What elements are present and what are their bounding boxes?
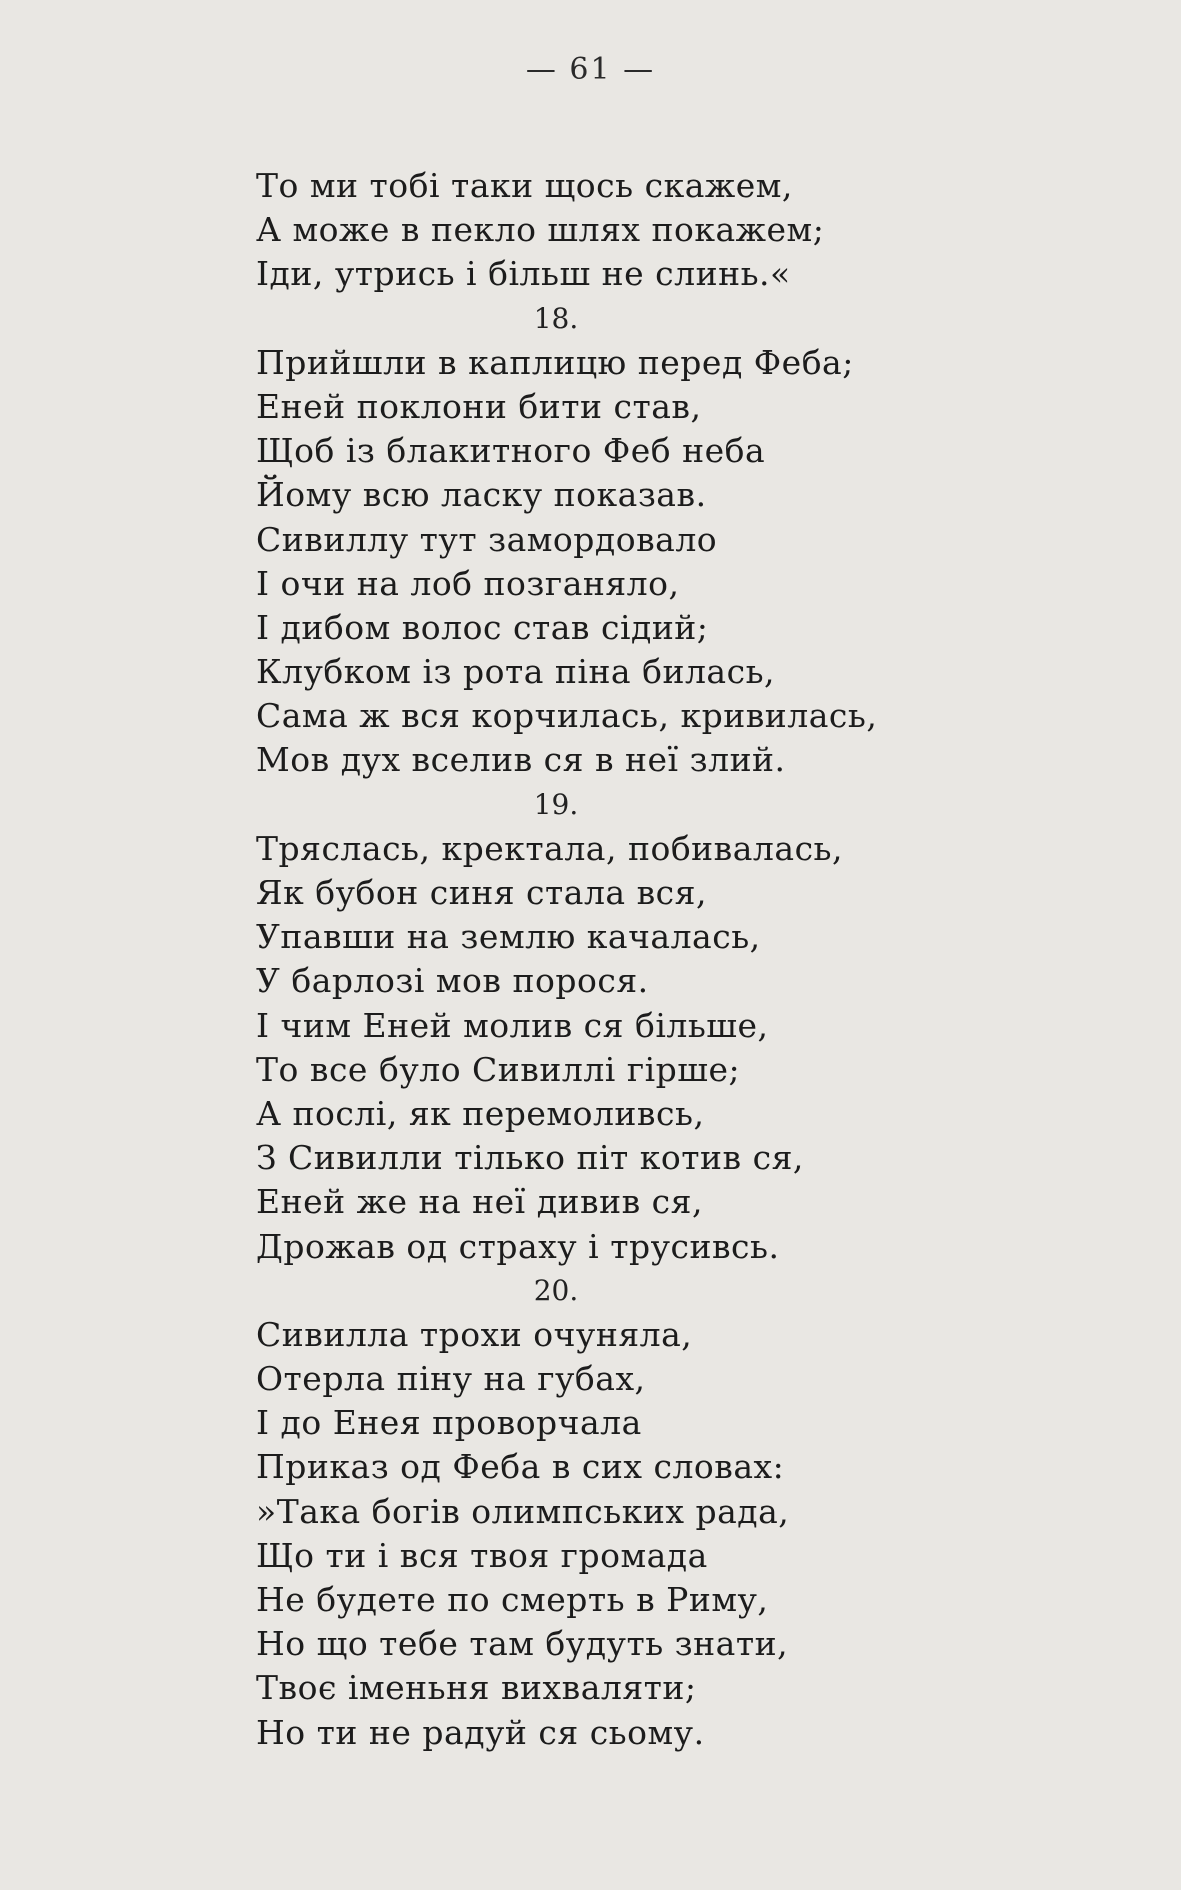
stanza-number: 18. xyxy=(533,301,579,335)
verse-line: Но що тебе там будуть знати, xyxy=(256,1624,789,1664)
verse-line: Приказ од Феба в сих словах: xyxy=(256,1447,785,1487)
stanza-number: 19. xyxy=(533,787,579,821)
verse-line: І дибом волос став сідий; xyxy=(256,607,709,647)
verse-line: Дрожав од страху і трусивсь. xyxy=(256,1226,780,1266)
verse-line: Клубком із рота піна билась, xyxy=(256,652,776,692)
verse-line: Йому всю ласку показав. xyxy=(256,475,707,515)
verse-line: Сивилла трохи очуняла, xyxy=(256,1314,693,1354)
verse-line: І очи на лоб позганяло, xyxy=(256,563,680,603)
verse-line: З Сивилли тілько піт котив ся, xyxy=(256,1138,804,1178)
verse-line: І до Енея проворчала xyxy=(256,1403,642,1443)
verse-line: Іди, утрись і більш не слинь.« xyxy=(256,254,791,294)
verse-line: Як бубон синя стала вся, xyxy=(256,873,707,912)
verse-line: Отерла піну на губах, xyxy=(256,1359,646,1399)
verse-line: Не будете по смерть в Риму, xyxy=(256,1580,769,1619)
verse-line: Но ти не радуй ся сьому. xyxy=(256,1712,705,1752)
verse-line: У барлозі мов порося. xyxy=(256,961,649,1001)
verse-line: Що ти і вся твоя громада xyxy=(256,1535,708,1575)
verse-line: Щоб із блакитного Феб неба xyxy=(256,431,766,471)
verse-line: Еней же на неї дивив ся, xyxy=(256,1182,703,1222)
verse-line: Мов дух вселив ся в неї злий. xyxy=(256,740,786,780)
verse-line: Тряслась, кректала, побивалась, xyxy=(256,828,844,868)
verse-line: То ми тобі таки щось скажем, xyxy=(256,166,793,205)
verse-line: Твоє іменьня вихваляти; xyxy=(256,1668,697,1708)
verse-line: Прийшли в каплицю перед Феба; xyxy=(256,342,854,382)
verse-line: Упавши на землю качалась, xyxy=(256,917,761,957)
verse-line: І чим Еней молив ся більше, xyxy=(256,1005,769,1045)
verse-line: А послі, як перемоливсь, xyxy=(256,1093,705,1133)
verse-line: Сивиллу тут замордовало xyxy=(256,519,718,559)
verse-line: То все було Сивиллі гірше; xyxy=(256,1049,741,1089)
verse-line: Еней поклони бити став, xyxy=(256,386,702,426)
poem-text xyxy=(256,164,1016,1755)
verse-line: Сама ж вся корчилась, кривилась, xyxy=(256,696,878,736)
page-number: — 61 — xyxy=(525,52,656,87)
verse-line: А може в пекло шлях покажем; xyxy=(256,210,825,250)
verse-line: »Така богів олимпських рада, xyxy=(256,1491,790,1531)
stanza-number: 20. xyxy=(533,1273,579,1307)
